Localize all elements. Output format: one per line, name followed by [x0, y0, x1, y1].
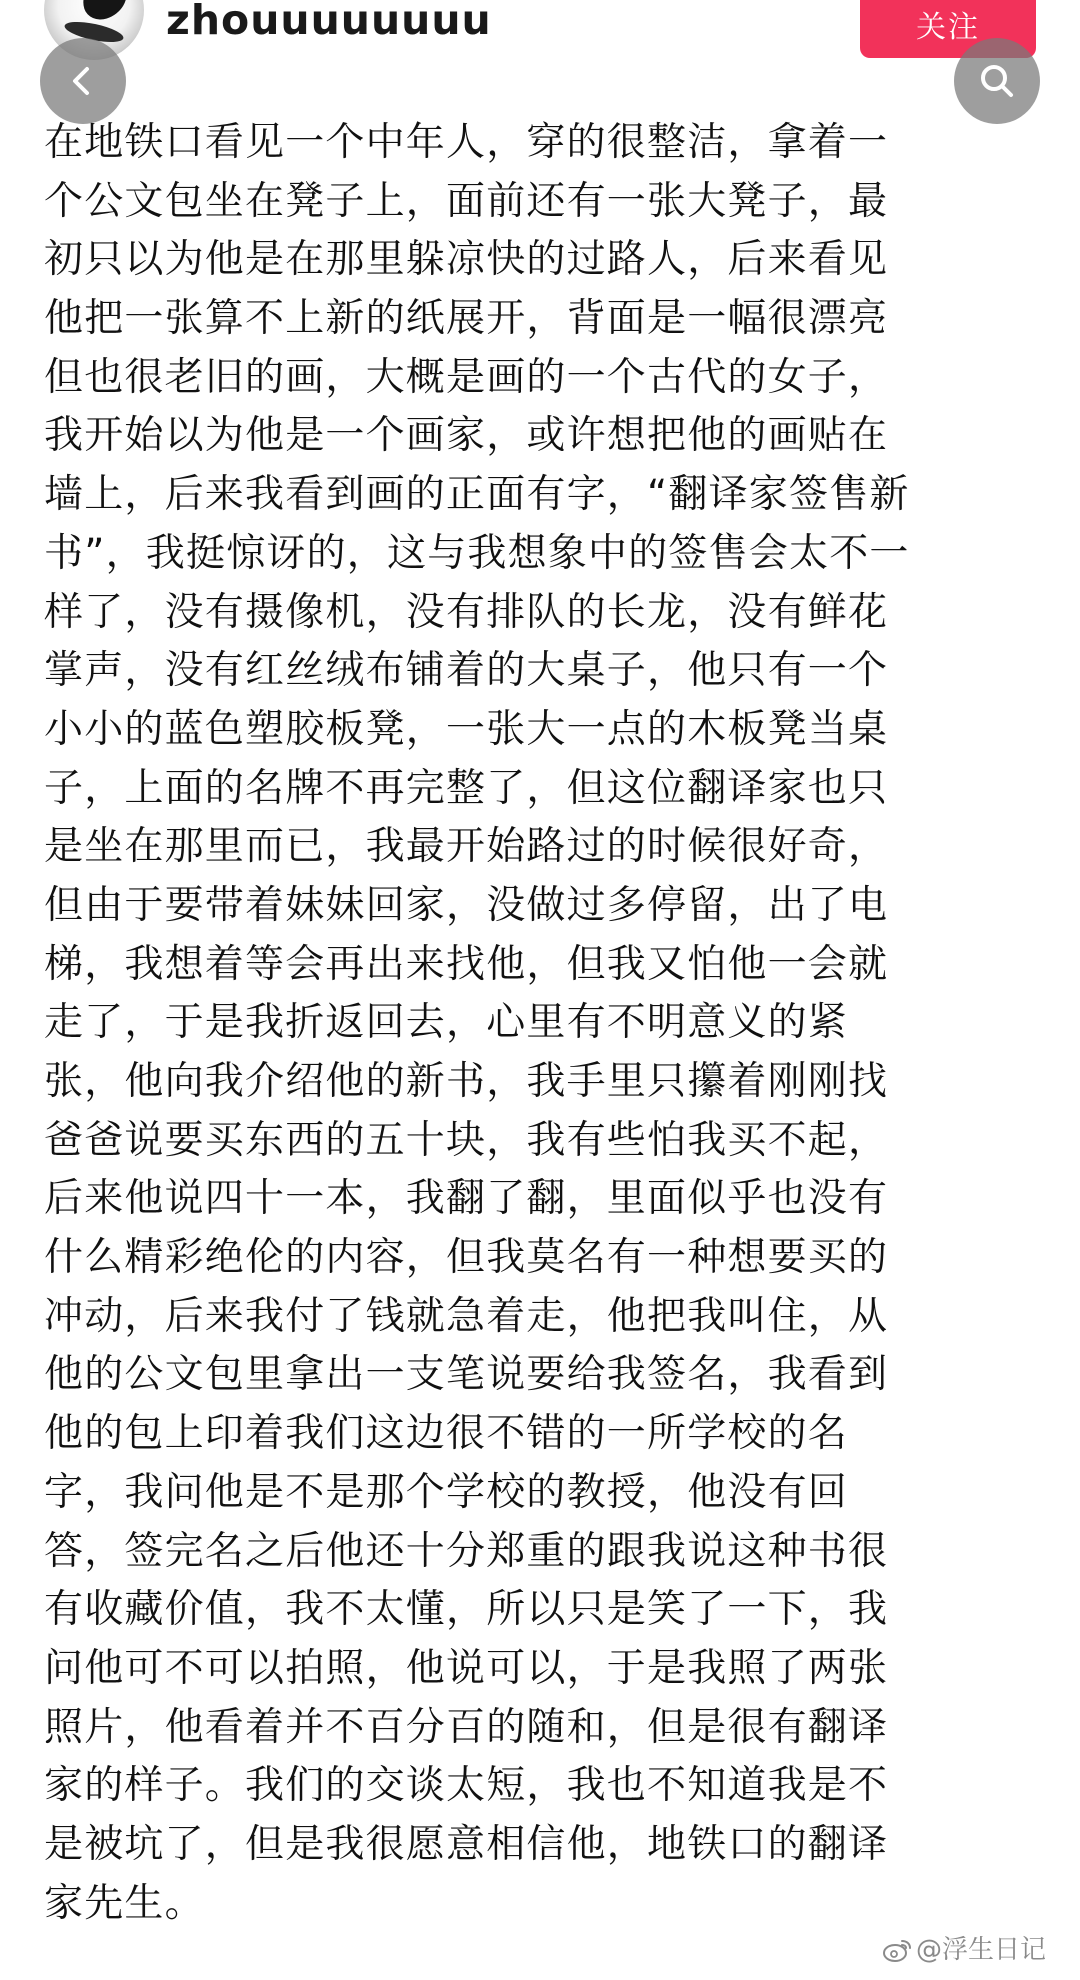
post-line: 后来他说四十一本，我翻了翻，里面似乎也没有 — [44, 1176, 889, 1222]
post-line: 家的样子。我们的交谈太短，我也不知道我是不 — [44, 1763, 889, 1809]
back-button[interactable] — [40, 38, 126, 124]
back-chevron-icon — [65, 63, 101, 99]
post-line: 照片，他看着并不百分百的随和，但是很有翻译 — [44, 1704, 889, 1750]
post-line: 是被坑了，但是我很愿意相信他，地铁口的翻译 — [44, 1821, 889, 1867]
post-line: 个公文包坐在凳子上，面前还有一张大凳子，最 — [44, 178, 889, 224]
post-line: 初只以为他是在那里躲凉快的过路人，后来看见 — [44, 237, 889, 283]
post-line: 问他可不可以拍照，他说可以，于是我照了两张 — [44, 1645, 889, 1691]
weibo-logo-icon — [882, 1937, 912, 1963]
username[interactable]: zhouuuuuuuu — [166, 0, 492, 44]
post-line: 什么精彩绝伦的内容，但我莫名有一种想要买的 — [44, 1235, 889, 1281]
avatar-ink-mark — [77, 0, 133, 24]
post-line: 他的公文包里拿出一支笔说要给我签名，我看到 — [44, 1352, 889, 1398]
post-line: 墙上，后来我看到画的正面有字，“翻译家签售新 — [44, 472, 910, 518]
post-line: 家先生。 — [44, 1880, 205, 1926]
post-line: 答，签完名之后他还十分郑重的跟我说这种书很 — [44, 1528, 889, 1574]
post-line: 他把一张算不上新的纸展开，背面是一幅很漂亮 — [44, 296, 889, 342]
post-line: 但由于要带着妹妹回家，没做过多停留，出了电 — [44, 882, 889, 928]
follow-button[interactable]: 关注 — [860, 0, 1036, 58]
search-icon — [977, 61, 1017, 101]
search-button[interactable] — [954, 38, 1040, 124]
post-line: 张，他向我介绍他的新书，我手里只攥着刚刚找 — [44, 1059, 889, 1104]
post-line: 样了，没有摄像机，没有排队的长龙，没有鲜花 — [44, 589, 889, 635]
post-line: 爸爸说要买东西的五十块，我有些怕我买不起， — [44, 1117, 889, 1163]
post-line: 掌声，没有红丝绒布铺着的大桌子，他只有一个 — [44, 648, 889, 694]
post-line: 我开始以为他是一个画家，或许想把他的画贴在 — [44, 413, 889, 459]
post-line: 有收藏价值，我不太懂，所以只是笑了一下，我 — [44, 1587, 889, 1633]
post-line: 书”，我挺惊讶的，这与我想象中的签售会太不一 — [44, 530, 910, 576]
post-line: 但也很老旧的画，大概是画的一个古代的女子， — [44, 354, 889, 400]
post-line: 他的包上印着我们这边很不错的一所学校的名 — [44, 1411, 849, 1457]
post-line: 走了，于是我折返回去，心里有不明意义的紧 — [44, 1000, 849, 1046]
post-line: 字，我问他是不是那个学校的教授，他没有回 — [44, 1469, 849, 1515]
post-header — [0, 0, 1080, 120]
post-line: 小小的蓝色塑胶板凳，一张大一点的木板凳当桌 — [44, 706, 889, 752]
watermark — [882, 1934, 1046, 1966]
post-line: 冲动，后来我付了钱就急着走，他把我叫住，从 — [44, 1293, 889, 1339]
post-line: 子，上面的名牌不再完整了，但这位翻译家也只 — [44, 765, 889, 811]
post-line: 在地铁口看见一个中年人，穿的很整洁，拿着一 — [44, 120, 889, 165]
post-line: 梯，我想着等会再出来找他，但我又怕他一会就 — [44, 941, 889, 987]
post-body — [44, 114, 1028, 1933]
watermark-text: @浮生日记 — [916, 1935, 1047, 1965]
post-line: 是坐在那里而已，我最开始路过的时候很好奇， — [44, 824, 889, 870]
